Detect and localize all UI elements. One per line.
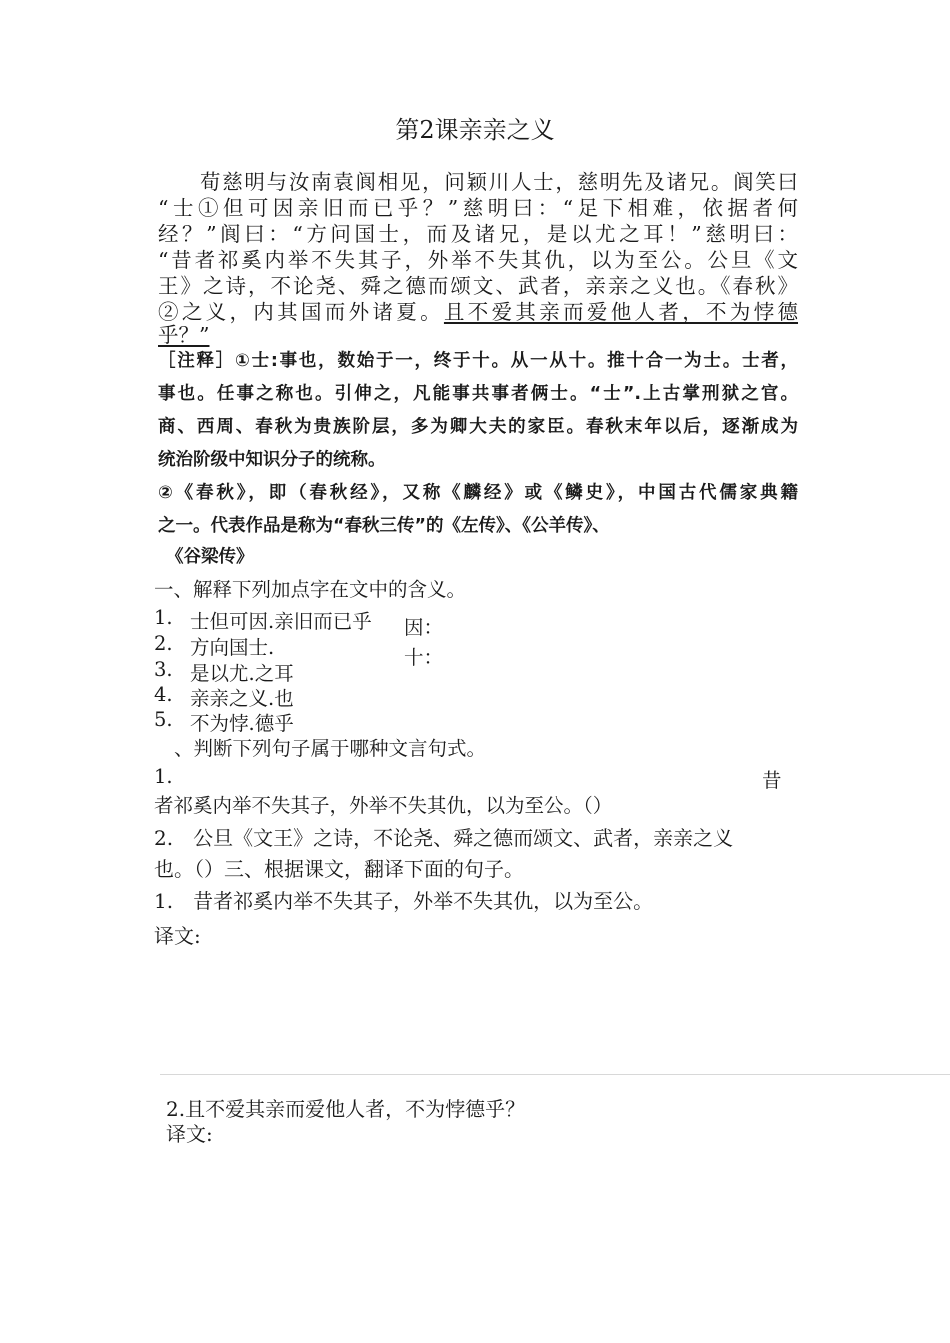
question-text: 士但可因.亲旧而已乎	[190, 610, 372, 633]
underlined-sentence: 且不爱其亲而爱他人者，不为悖德	[443, 300, 799, 324]
question-number: 1.	[154, 765, 173, 788]
question-text: 也。（）三、根据课文，翻译下面的句子。	[154, 857, 524, 881]
passage-line	[158, 318, 209, 348]
translation-label: 译文:	[154, 924, 201, 948]
passage-text: ②之义，内其国而外诸夏。	[158, 300, 444, 324]
section-2-heading: 、判断下列句子属于哪种文言句式。	[174, 737, 487, 760]
page-title: 第2课亲亲之义	[395, 116, 555, 144]
note-line: ②《春秋》，即（春秋经》，又称《麟经》或《鳞史》，中国古代儒家典籍	[158, 483, 798, 503]
underlined-sentence: 乎？”	[158, 323, 210, 347]
question-number: 2.	[154, 632, 173, 655]
passage-line: “士①但可因亲旧而已乎？”慈明曰：“足下相难，依据者何	[158, 196, 798, 220]
question-text: 不为悖.德乎	[190, 712, 294, 735]
question-number: 1.	[154, 606, 173, 629]
page-divider	[160, 1074, 950, 1075]
question-text: 亲亲之义.也	[190, 687, 294, 710]
question-text: 2. 公旦《文王》之诗，不论尧、舜之德而颂文、武者，亲亲之义	[154, 826, 734, 850]
question-text: 昔	[762, 769, 782, 792]
section-1-heading: 一、解释下列加点字在文中的含义。	[154, 578, 467, 601]
question-number: 5.	[154, 708, 173, 731]
question-text: 1. 昔者祁奚内举不失其子，外举不失其仇，以为至公。	[154, 889, 654, 913]
note-line: 统治阶级中知识分子的统称。	[158, 450, 386, 470]
question-number: 3.	[154, 658, 173, 681]
translation-label: 译文:	[166, 1122, 213, 1146]
question-text: 是以尤.之耳	[190, 662, 294, 685]
note-line: 商、西周、春秋为贵族阶层，多为卿大夫的家臣。春秋末年以后，逐渐成为	[158, 417, 798, 437]
passage-line: 王》之诗，不论尧、舜之德而颂文、武者，亲亲之义也。《春秋》	[158, 274, 798, 298]
question-text: 2.且不爱其亲而爱他人者，不为悖德乎？	[166, 1097, 526, 1121]
passage-line: 荀慈明与汝南袁阆相见，问颖川人士，慈明先及诸兄。阆笑曰	[200, 170, 798, 194]
question-number: 4.	[154, 683, 173, 706]
note-line: ［注释］①士:事也，数始于一，终于十。从一从十。推十合一为士。士者，	[158, 351, 798, 371]
passage-line: “昔者祁奚内举不失其子，外举不失其仇，以为至公。公旦《文	[158, 248, 798, 272]
note-line: 之一。代表作品是称为“春秋三传”的《左传》、《公羊传》、	[158, 516, 610, 536]
answer-label: 因：	[404, 616, 444, 639]
note-line: 事也。任事之称也。引伸之，凡能事共事者俩士。“士”.上古掌刑狱之官。	[158, 384, 798, 404]
question-text: 方向国士.	[190, 636, 275, 659]
passage-line: 经？”阆曰：“方问国士，而及诸兄，是以尤之耳！”慈明曰：	[158, 222, 798, 246]
passage-line	[158, 295, 798, 325]
question-text: 者祁奚内举不失其子，外举不失其仇，以为至公。（）	[154, 794, 613, 817]
answer-label: 十：	[404, 646, 444, 669]
note-line: 《谷梁传》	[166, 547, 254, 567]
